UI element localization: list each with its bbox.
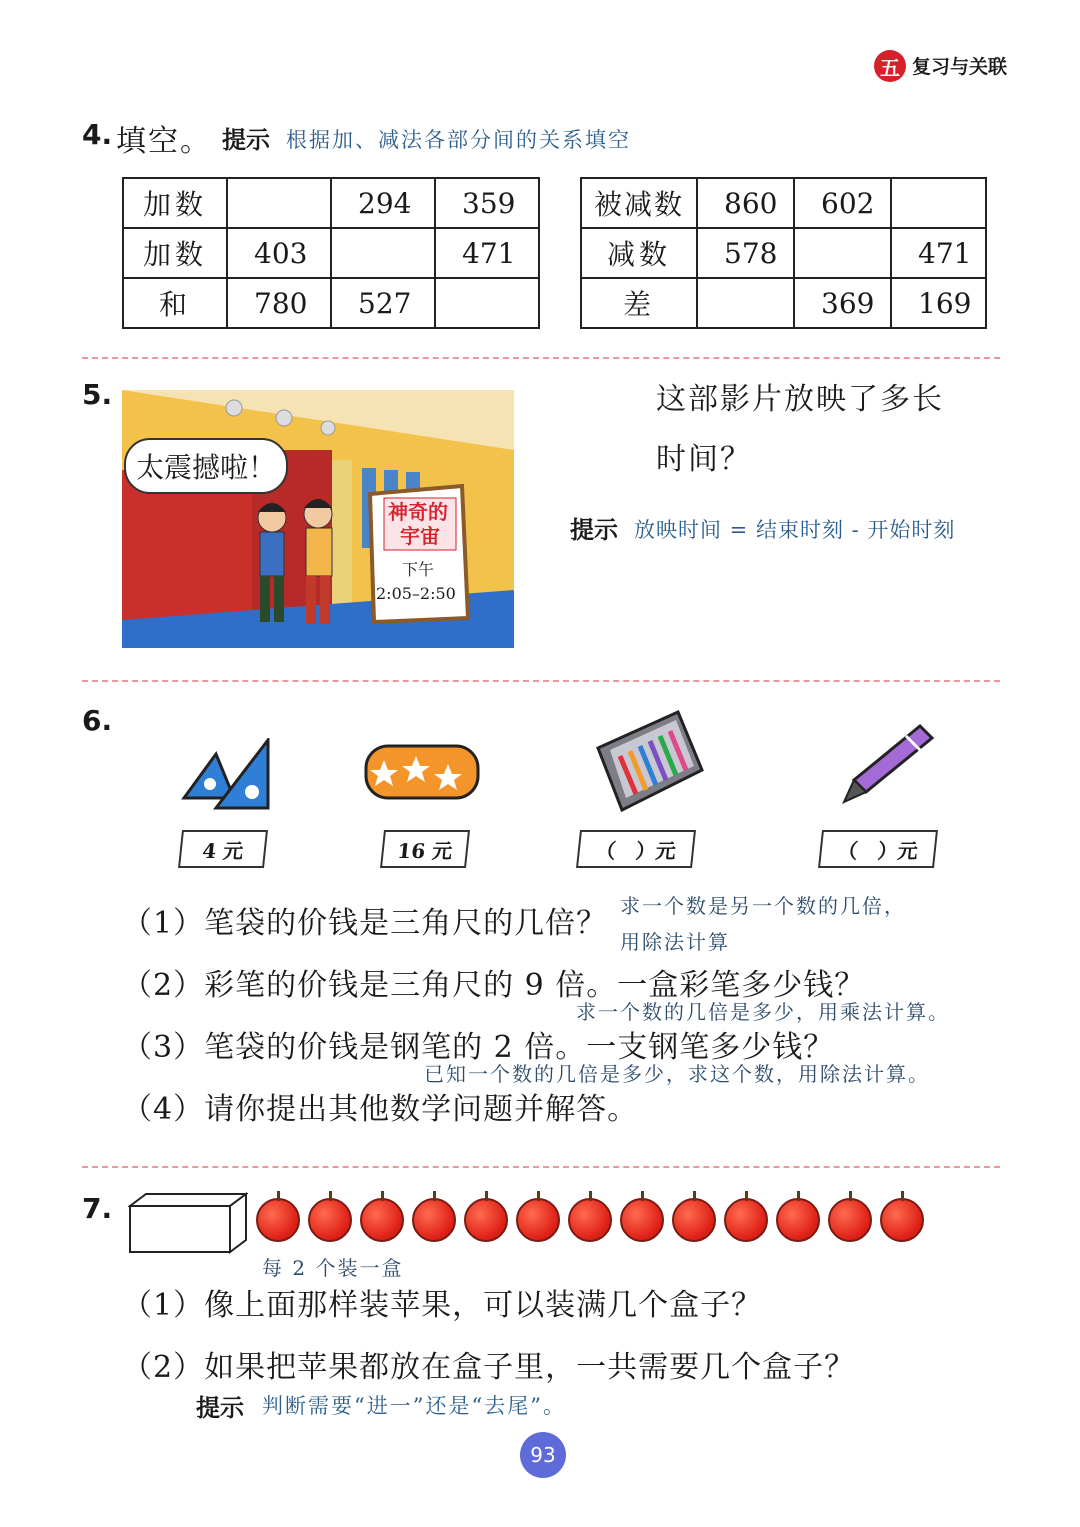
table-cell: 860 [697, 178, 794, 228]
table-cell: 471 [891, 228, 986, 278]
q5-hint-label: 提示 [570, 516, 618, 544]
section-divider [82, 1166, 1000, 1168]
page-number: 93 [520, 1432, 566, 1478]
table-cell: 加数 [123, 228, 227, 278]
table-cell[interactable] [697, 278, 794, 328]
q4-hint-label: 提示 [222, 126, 270, 154]
q4-number: 4. [82, 118, 113, 151]
unit-badge: 五 [874, 50, 906, 82]
q5-question-line2: 时间？ [656, 442, 752, 477]
poster-time: 2:05–2:50 [376, 584, 456, 603]
price-tag-pen[interactable]: （ ）元 [818, 830, 938, 868]
table-cell[interactable] [794, 228, 891, 278]
q7-box-caption: 每 2 个装一盒 [262, 1256, 404, 1280]
table-cell[interactable] [331, 228, 435, 278]
table-cell: 578 [697, 228, 794, 278]
apple-box-icon [128, 1190, 248, 1256]
apple-icon [360, 1198, 404, 1242]
q4-hint-text: 根据加、减法各部分间的关系填空 [286, 128, 631, 152]
q6-sub2-hint: 求一个数的几倍是多少，用乘法计算。 [576, 1000, 950, 1024]
table-cell[interactable] [891, 178, 986, 228]
price-tag-crayons[interactable]: （ ）元 [576, 830, 696, 868]
table-cell[interactable] [227, 178, 331, 228]
apple-icon [568, 1198, 612, 1242]
cinema-illustration [122, 390, 514, 648]
q6-number: 6. [82, 704, 113, 737]
triangle-ruler-icon [180, 738, 272, 810]
apple-icon [828, 1198, 872, 1242]
q6-sub4: （4）请你提出其他数学问题并解答。 [122, 1092, 639, 1127]
table-cell: 差 [581, 278, 697, 328]
apple-icon [308, 1198, 352, 1242]
apple-icon [516, 1198, 560, 1242]
poster-title-2: 宇宙 [400, 524, 440, 548]
apple-icon [412, 1198, 456, 1242]
q6-sub3-hint: 已知一个数的几倍是多少，求这个数，用除法计算。 [424, 1062, 930, 1086]
subtraction-table [580, 177, 987, 329]
table-cell: 403 [227, 228, 331, 278]
speech-bubble: 太震撼啦！ [124, 438, 288, 494]
section-divider [82, 357, 1000, 359]
table-cell: 和 [123, 278, 227, 328]
table-cell: 780 [227, 278, 331, 328]
pencil-case-icon [360, 740, 484, 804]
apple-icon [724, 1198, 768, 1242]
apple-icon [776, 1198, 820, 1242]
q4-title: 填空。 [116, 124, 212, 159]
crayon-box-icon [592, 706, 706, 818]
apple-icon [880, 1198, 924, 1242]
table-cell: 527 [331, 278, 435, 328]
price-tag-ruler: 4 元 [178, 830, 268, 868]
q7-sub1: （1）像上面那样装苹果，可以装满几个盒子？ [122, 1288, 763, 1323]
q6-sub3: （3）笔袋的价钱是钢笔的 2 倍。一支钢笔多少钱？ [122, 1030, 835, 1065]
table-cell: 169 [891, 278, 986, 328]
poster-title-1: 神奇的 [388, 500, 448, 524]
apple-icon [256, 1198, 300, 1242]
q7-hint-label: 提示 [196, 1394, 244, 1422]
q7-sub2: （2）如果把苹果都放在盒子里，一共需要几个盒子？ [122, 1350, 856, 1385]
pen-icon [836, 722, 936, 806]
price-tag-pencil-case: 16 元 [380, 830, 470, 868]
apple-icon [620, 1198, 664, 1242]
unit-title: 复习与关联 [912, 56, 1008, 78]
table-cell: 369 [794, 278, 891, 328]
table-cell: 359 [435, 178, 539, 228]
q6-sub1-hint-line1: 求一个数是另一个数的几倍， [620, 894, 906, 918]
poster-time-label: 下午 [402, 560, 435, 579]
table-cell: 602 [794, 178, 891, 228]
q6-sub1-hint-line2: 用除法计算 [620, 930, 730, 954]
q6-sub1: （1）笔袋的价钱是三角尺的几倍？ [122, 906, 608, 941]
table-cell: 294 [331, 178, 435, 228]
table-cell: 减数 [581, 228, 697, 278]
apple-icon [672, 1198, 716, 1242]
q7-number: 7. [82, 1192, 113, 1225]
table-cell: 加数 [123, 178, 227, 228]
table-cell: 471 [435, 228, 539, 278]
q5-number: 5. [82, 378, 113, 411]
apple-icon [464, 1198, 508, 1242]
q5-question-line1: 这部影片放映了多长 [656, 382, 944, 417]
q6-sub2: （2）彩笔的价钱是三角尺的 9 倍。一盒彩笔多少钱？ [122, 968, 866, 1003]
q7-hint-text: 判断需要“进一”还是“去尾”。 [262, 1394, 566, 1418]
q5-hint-text: 放映时间 = 结束时刻 - 开始时刻 [634, 518, 956, 542]
table-cell: 被减数 [581, 178, 697, 228]
table-cell[interactable] [435, 278, 539, 328]
addition-table [122, 177, 540, 329]
section-divider [82, 680, 1000, 682]
